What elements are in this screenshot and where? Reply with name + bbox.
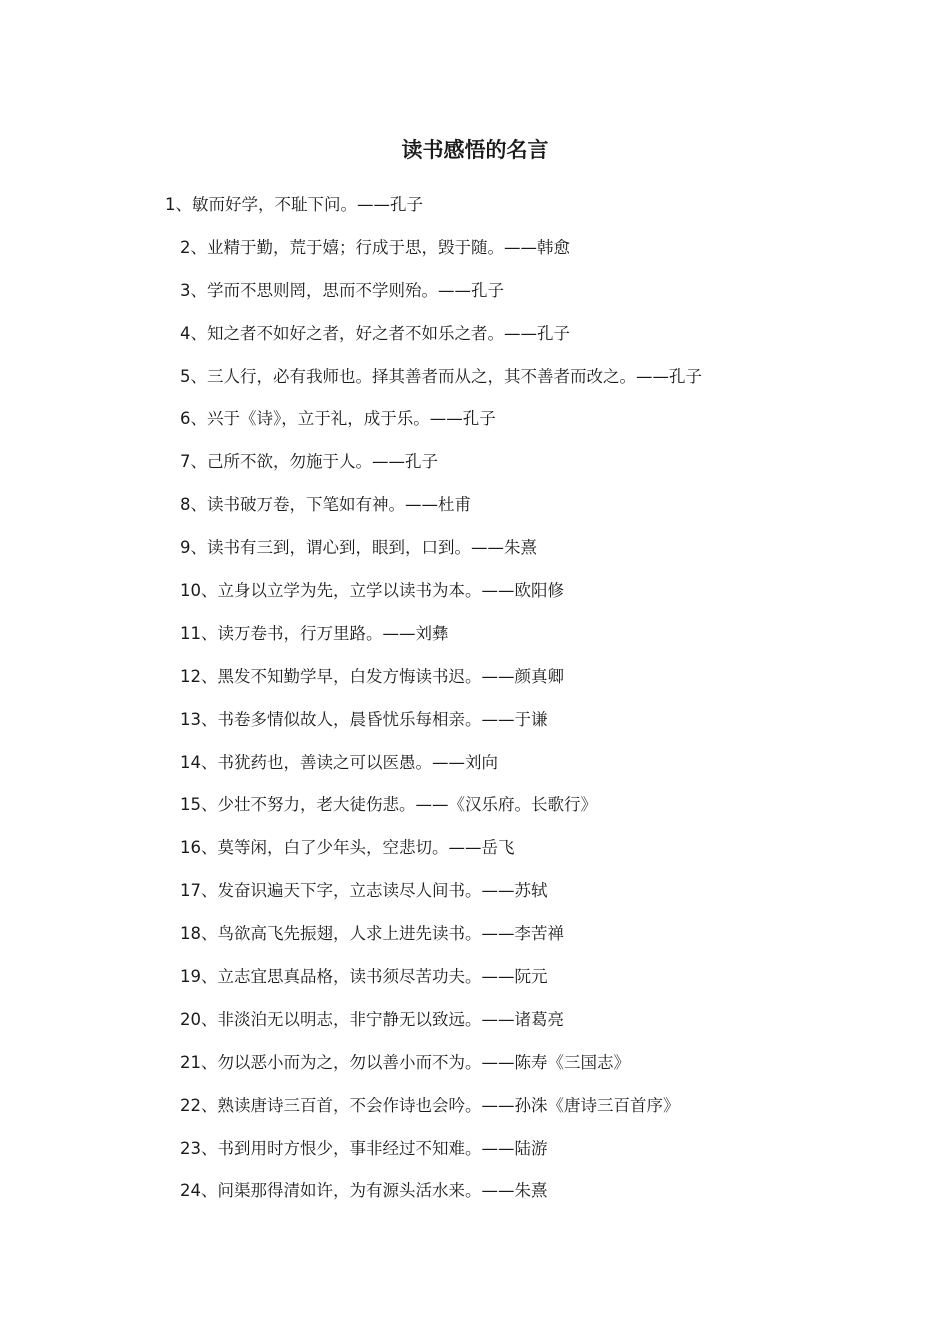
list-item: 11、读万卷书，行万里路。——刘彝 — [180, 623, 449, 643]
list-item: 12、黑发不知勤学早，白发方悔读书迟。——颜真卿 — [180, 666, 564, 686]
list-item: 2、业精于勤，荒于嬉；行成于思，毁于随。——韩愈 — [180, 237, 570, 257]
list-item: 19、立志宜思真品格，读书须尽苦功夫。——阮元 — [180, 967, 548, 987]
page-title: 读书感悟的名言 — [401, 138, 549, 162]
list-item: 23、书到用时方恨少，事非经过不知难。——陆游 — [180, 1138, 548, 1158]
list-item: 8、读书破万卷，下笔如有神。——杜甫 — [180, 495, 471, 515]
list-item: 15、少壮不努力，老大徒伤悲。——《汉乐府。长歌行》 — [180, 795, 597, 815]
list-item: 3、学而不思则罔，思而不学则殆。——孔子 — [180, 280, 504, 300]
list-item: 16、莫等闲，白了少年头，空悲切。——岳飞 — [180, 838, 515, 858]
list-item: 22、熟读唐诗三百首，不会作诗也会吟。——孙洙《唐诗三百首序》 — [180, 1095, 680, 1115]
list-item: 6、兴于《诗》，立于礼，成于乐。——孔子 — [180, 409, 496, 429]
list-item: 24、问渠那得清如许，为有源头活水来。——朱熹 — [180, 1181, 548, 1201]
list-item: 1、敏而好学，不耻下问。——孔子 — [165, 195, 423, 214]
list-item: 10、立身以立学为先，立学以读书为本。——欧阳修 — [180, 581, 564, 601]
list-item: 4、知之者不如好之者，好之者不如乐之者。——孔子 — [180, 323, 570, 343]
list-item: 13、书卷多情似故人，晨昏忧乐每相亲。——于谦 — [180, 709, 548, 729]
list-item: 21、勿以恶小而为之，勿以善小而不为。——陈寿《三国志》 — [180, 1052, 630, 1072]
list-item: 7、己所不欲，勿施于人。——孔子 — [180, 452, 438, 472]
list-item: 5、三人行，必有我师也。择其善者而从之，其不善者而改之。——孔子 — [180, 366, 702, 386]
list-item: 9、读书有三到，谓心到，眼到，口到。——朱熹 — [180, 538, 537, 558]
list-item: 14、书犹药也，善读之可以医愚。——刘向 — [180, 752, 498, 772]
list-item: 17、发奋识遍天下字，立志读尽人间书。——苏轼 — [180, 881, 548, 901]
list-item: 18、鸟欲高飞先振翅，人求上进先读书。——李苦禅 — [180, 924, 564, 944]
quote-list — [0, 190, 950, 1219]
list-item: 20、非淡泊无以明志，非宁静无以致远。——诸葛亮 — [180, 1009, 564, 1029]
